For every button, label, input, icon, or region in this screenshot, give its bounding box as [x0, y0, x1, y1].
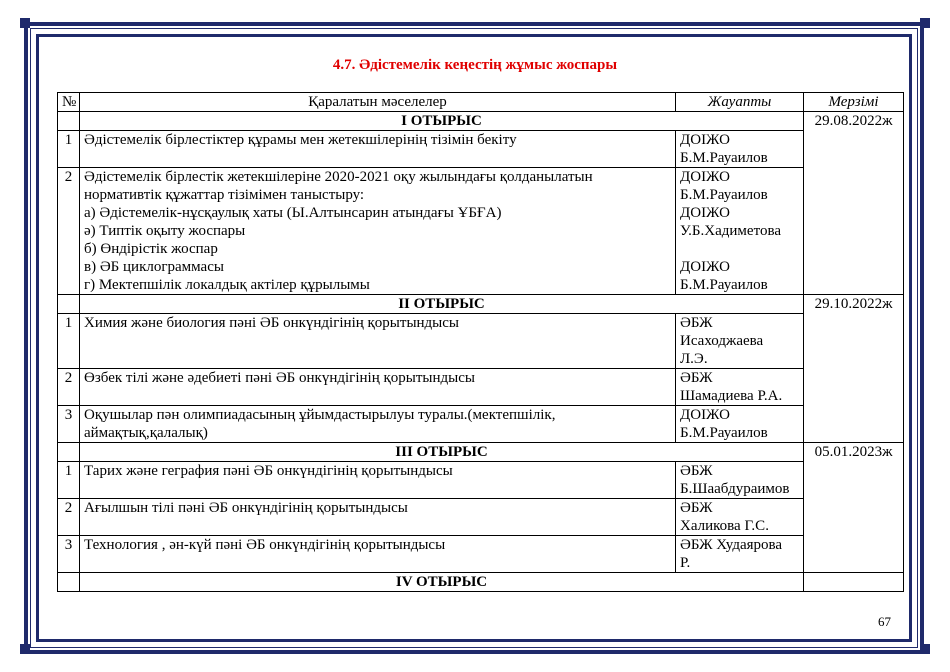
cell-text-line: Б.М.Рауаилов: [680, 425, 768, 441]
page-cut-mask: [57, 592, 903, 598]
table-row: [58, 131, 904, 168]
item-number: 2: [58, 168, 80, 295]
item-topic: [80, 462, 676, 499]
header-number: №: [58, 93, 80, 112]
border-corner-ornament: [20, 644, 30, 654]
cell-text-line: [680, 240, 799, 258]
item-number: 3: [58, 536, 80, 573]
table-row: [58, 314, 904, 369]
cell-text-line: Б.М.Рауаилов: [680, 187, 768, 203]
cell-text-line: Өзбек тілі және әдебиеті пәні ӘБ онкүндігінің қорытындысы: [84, 370, 475, 386]
session-number-cell: [58, 443, 80, 462]
table-row: [58, 406, 904, 443]
cell-text-line: б) Өндірістік жоспар: [84, 241, 218, 257]
session-row: [58, 112, 904, 131]
item-number: 2: [58, 499, 80, 536]
cell-text-line: Исаходжаева: [680, 333, 764, 349]
item-responsible: [676, 369, 804, 406]
cell-text-line: ӘБЖ Худаярова: [680, 537, 783, 553]
session-date: 29.08.2022ж: [804, 112, 904, 295]
item-responsible: [676, 499, 804, 536]
session-number-cell: [58, 295, 80, 314]
cell-text-line: ДОІЖО: [680, 259, 730, 275]
cell-text-line: ӘБЖ: [680, 315, 713, 331]
table-header-row: [58, 93, 904, 112]
cell-text-line: ДОІЖО: [680, 407, 730, 423]
cell-text-line: в) ӘБ циклограммасы: [84, 259, 224, 275]
session-date: 05.01.2023ж: [804, 443, 904, 573]
item-number: 1: [58, 131, 80, 168]
session-title: IV ОТЫРЫС: [80, 573, 804, 592]
table-row: [58, 536, 904, 573]
session-date: 29.10.2022ж: [804, 295, 904, 443]
item-responsible: [676, 168, 804, 295]
session-number-cell: [58, 573, 80, 592]
plan-table: [57, 92, 904, 592]
cell-text-line: ӘБЖ: [680, 500, 713, 516]
cell-text-line: а) Әдістемелік-нұсқаулық хаты (Ы.Алтынсарин атындағы ҰБҒА): [84, 205, 502, 221]
item-responsible: [676, 314, 804, 369]
session-title: І ОТЫРЫС: [80, 112, 804, 131]
item-responsible: [676, 406, 804, 443]
cell-text-line: Б.М.Рауаилов: [680, 150, 768, 166]
item-number: 1: [58, 314, 80, 369]
cell-text-line: аймақтық,қалалық): [84, 425, 208, 441]
cell-text-line: ӘБЖ: [680, 463, 713, 479]
item-topic: [80, 314, 676, 369]
session-title: ІІІ ОТЫРЫС: [80, 443, 804, 462]
session-row: [58, 573, 904, 592]
cell-text-line: Б.Шаабдураимов: [680, 481, 790, 497]
cell-text-line: ӘБЖ: [680, 370, 713, 386]
table-row: [58, 499, 904, 536]
cell-text-line: Шамадиева Р.А.: [680, 388, 783, 404]
table-row: [58, 369, 904, 406]
item-responsible: [676, 462, 804, 499]
item-number: 3: [58, 406, 80, 443]
header-topic: Қаралатын мәселелер: [80, 93, 676, 112]
page-number: 67: [878, 614, 891, 629]
cell-text-line: ДОІЖО: [680, 132, 730, 148]
item-topic: [80, 536, 676, 573]
cell-text-line: Химия және биология пәні ӘБ онкүндігінің қорытындысы: [84, 315, 459, 331]
cell-text-line: Технология , ән-күй пәні ӘБ онкүндігінің қорытындысы: [84, 537, 446, 553]
cell-text-line: нормативтік құжаттар тізімімен таныстыру:: [84, 187, 365, 203]
item-number: 2: [58, 369, 80, 406]
session-date-empty: [804, 573, 904, 592]
cell-text-line: Тарих және геграфия пәні ӘБ онкүндігінің қорытындысы: [84, 463, 453, 479]
session-row: [58, 295, 904, 314]
border-corner-ornament: [920, 18, 930, 28]
item-topic: [80, 131, 676, 168]
item-topic: [80, 499, 676, 536]
item-topic: [80, 168, 676, 295]
cell-text-line: Р.: [680, 555, 691, 571]
cell-text-line: Әдістемелік бірлестіктер құрамы мен жетекшілерінің тізімін бекіту: [84, 132, 517, 148]
cell-text-line: ДОІЖО: [680, 169, 730, 185]
item-number: 1: [58, 462, 80, 499]
table-row: [58, 168, 904, 295]
cell-text-line: г) Мектепшілік локалдық актілер құрылымы: [84, 277, 370, 293]
header-responsible: Жауапты: [676, 93, 804, 112]
item-responsible: [676, 131, 804, 168]
table-body: [58, 112, 904, 592]
border-corner-ornament: [20, 18, 30, 28]
cell-text-line: У.Б.Хадиметова: [680, 223, 781, 239]
item-responsible: [676, 536, 804, 573]
cell-text-line: ә) Типтік оқыту жоспары: [84, 223, 246, 239]
cell-text-line: Ағылшын тілі пәні ӘБ онкүндігінің қорытындысы: [84, 500, 408, 516]
session-number-cell: [58, 112, 80, 131]
cell-text-line: Әдістемелік бірлестік жетекшілеріне 2020-2021 оқу жылындағы қолданылатын: [84, 169, 593, 185]
cell-text-line: Л.Э.: [680, 351, 708, 367]
page-title: 4.7. Әдістемелік кеңестің жұмыс жоспары: [332, 57, 618, 73]
item-topic: [80, 369, 676, 406]
border-corner-ornament: [920, 644, 930, 654]
cell-text-line: ДОІЖО: [680, 205, 730, 221]
cell-text-line: Халикова Г.С.: [680, 518, 769, 534]
session-title: ІІ ОТЫРЫС: [80, 295, 804, 314]
item-topic: [80, 406, 676, 443]
header-date: Мерзімі: [804, 93, 904, 112]
cell-text-line: Б.М.Рауаилов: [680, 277, 768, 293]
session-row: [58, 443, 904, 462]
cell-text-line: Оқушылар пән олимпиадасының ұйымдастырылуы туралы.(мектепшілік,: [84, 407, 556, 423]
table-row: [58, 462, 904, 499]
